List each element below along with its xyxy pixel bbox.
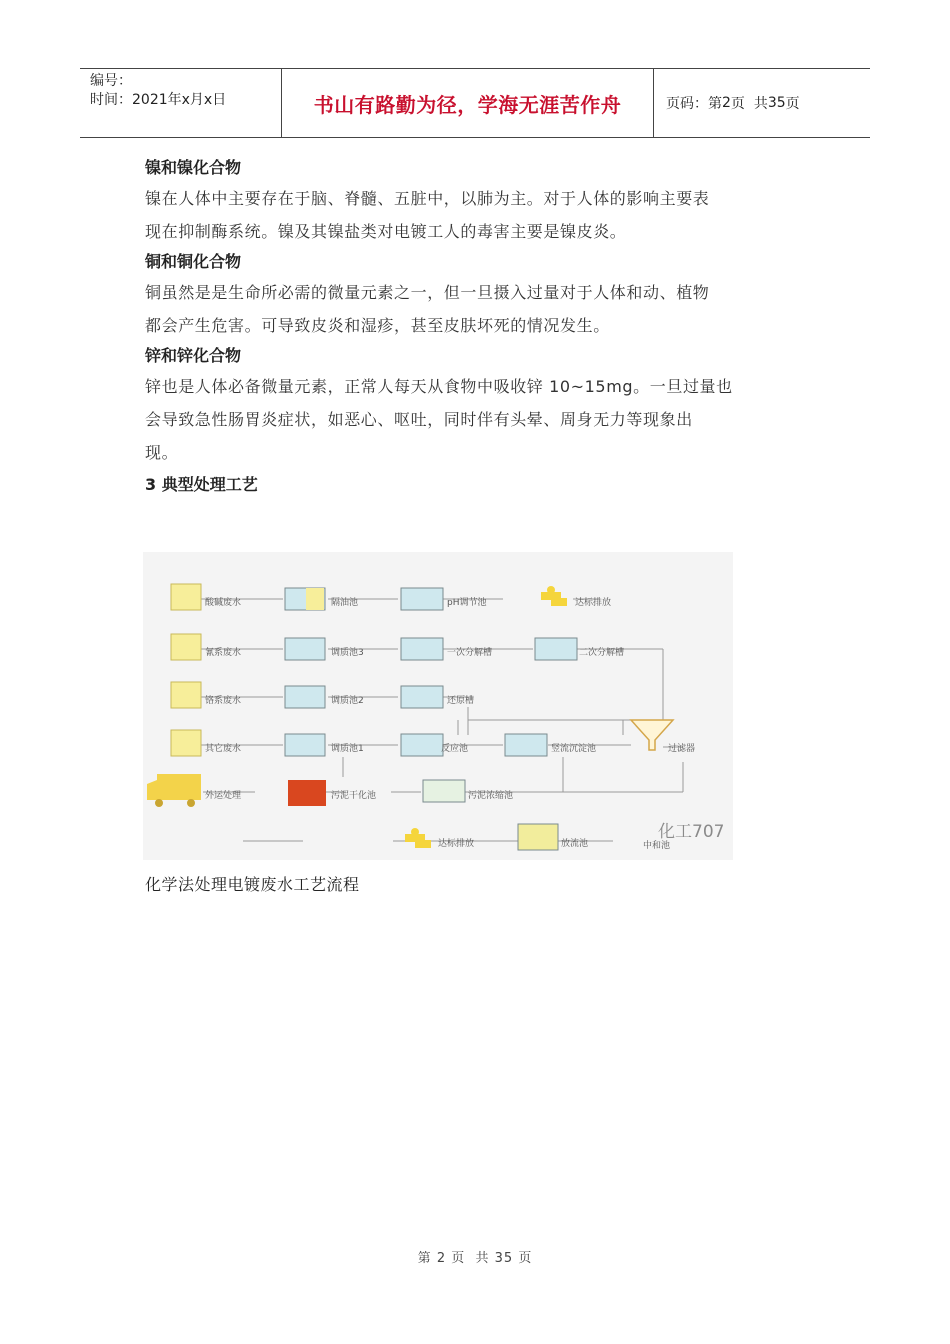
label-decomposition-1: 一次分解槽: [447, 648, 493, 658]
page-suffix: 页: [785, 96, 800, 112]
label-cyanide-waste: 氰系废水: [205, 648, 242, 658]
settling-tank: [505, 734, 547, 756]
label-decomposition-2: 二次分解槽: [579, 648, 625, 658]
other-waste-tank: [171, 730, 201, 756]
page-mid: 页 共: [730, 96, 768, 112]
paragraph-line: 锌也是人体必备微量元素，正常人每天从食物中吸收锌 10~15mg。一旦过量也: [145, 377, 733, 396]
label-reduction: 还原槽: [447, 696, 475, 706]
header-meta: [80, 69, 282, 137]
label-settling: 竖流沉淀池: [551, 744, 597, 754]
paragraph-line: 铜虽然是是生命所必需的微量元素之一，但一旦摄入过量对于人体和动、植物: [145, 283, 710, 302]
watermark: 化工707: [658, 822, 725, 842]
page-prefix: 页码：第: [666, 96, 722, 112]
label-sludge-drying: 污泥干化池: [331, 791, 377, 801]
section-heading-copper: 铜和铜化合物: [145, 252, 242, 271]
label-ph-tank: pH调节池: [447, 598, 487, 608]
number-label: 编号：: [90, 73, 132, 89]
page-current: 2: [722, 95, 731, 111]
label-neutralization: 中和池: [643, 841, 671, 851]
conditioning-tank-1: [285, 734, 325, 756]
header-motto: 书山有路勤为径，学海无涯苦作舟: [282, 69, 654, 137]
first-decomposition-tank: [401, 638, 443, 660]
figure-caption: 化学法处理电镀废水工艺流程: [145, 875, 360, 894]
second-decomposition-tank: [535, 638, 577, 660]
acid-waste-tank: [171, 584, 201, 610]
label-discharge-2: 达标排放: [438, 839, 475, 849]
paragraph-line: 镍在人体中主要存在于脑、脊髓、五脏中，以肺为主。对于人体的影响主要表: [145, 189, 710, 208]
label-conditioning-3: 调质池3: [331, 648, 364, 658]
oil-layer: [306, 588, 324, 610]
paragraph-line: 会导致急性肠胃炎症状，如恶心、呕吐，同时伴有头晕、周身无力等现象出: [145, 410, 693, 429]
page-footer: [0, 1247, 950, 1266]
sludge-drying-tank: [288, 780, 326, 806]
cyanide-waste-tank: [171, 634, 201, 660]
chrome-waste-tank: [171, 682, 201, 708]
label-discharge-pond: 放流池: [561, 839, 589, 849]
label-chrome-waste: 铬系废水: [205, 696, 242, 706]
reaction-tank: [401, 734, 443, 756]
conditioning-tank-3: [285, 638, 325, 660]
conditioning-tank-2: [285, 686, 325, 708]
label-conditioning-2: 调质池2: [331, 696, 364, 706]
footer-mid: 页 共: [451, 1251, 490, 1266]
paragraph-line: 现在抑制酶系统。镍及其镍盐类对电镀工人的毒害主要是镍皮炎。: [145, 222, 627, 241]
label-conditioning-1: 调质池1: [331, 744, 364, 754]
footer-suffix: 页: [518, 1251, 533, 1266]
label-reaction: 反应池: [441, 744, 469, 754]
label-acid-waste: 酸碱废水: [205, 598, 242, 608]
process-flow-diagram: [143, 552, 733, 860]
section-heading-nickel: 镍和镍化合物: [145, 158, 242, 177]
label-other-waste: 其它废水: [205, 744, 242, 754]
sludge-thickening-tank: [423, 780, 465, 802]
label-filter: 过滤器: [668, 744, 696, 754]
header-page-info: [654, 69, 870, 137]
ph-adjust-tank: [401, 588, 443, 610]
discharge-pond: [518, 824, 558, 850]
page-total: 35: [767, 95, 786, 111]
label-discharge-1: 达标排放: [575, 598, 612, 608]
label-transport: 外运处理: [205, 791, 242, 801]
reduction-tank: [401, 686, 443, 708]
footer-current: 2: [436, 1251, 447, 1266]
footer-total: 35: [494, 1251, 514, 1266]
label-oil-tank: 隔油池: [331, 598, 359, 608]
footer-prefix: 第: [417, 1251, 432, 1266]
paragraph-line: 现。: [145, 443, 179, 462]
document-header: [80, 68, 870, 138]
section-heading-zinc: 锌和锌化合物: [145, 346, 242, 365]
document-body: [145, 154, 815, 499]
label-sludge-thickening: 污泥浓缩池: [468, 791, 514, 801]
section-heading-process: 3 典型处理工艺: [145, 475, 258, 494]
paragraph-line: 都会产生危害。可导致皮炎和湿疹，甚至皮肤坏死的情况发生。: [145, 316, 610, 335]
time-label: 时间：2021年x月x日: [90, 92, 227, 108]
